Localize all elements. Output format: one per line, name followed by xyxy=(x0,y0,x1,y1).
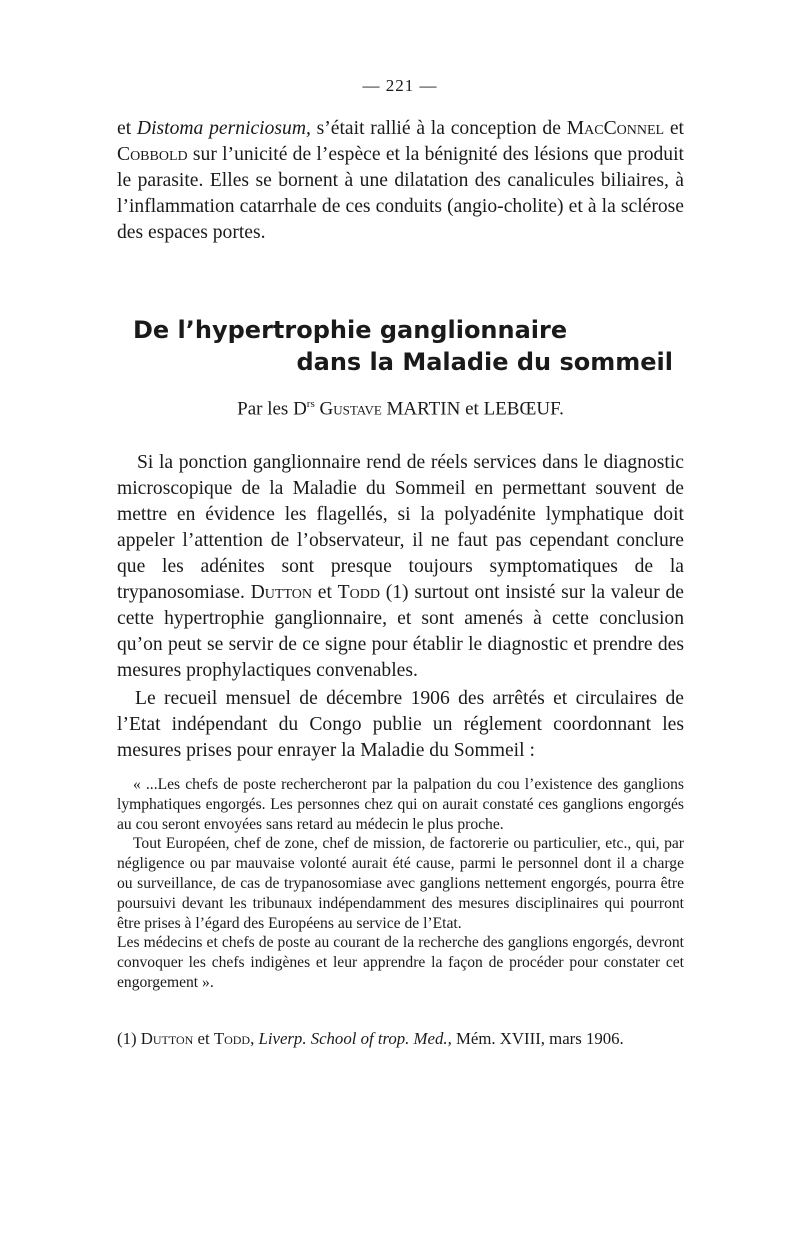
footnote xyxy=(117,1028,684,1050)
author-name: MacConnel xyxy=(566,118,665,139)
intro-paragraph xyxy=(117,116,684,246)
article-title-line1: De l’hypertrophie ganglionnaire xyxy=(133,316,568,344)
paragraph-text: et xyxy=(311,582,338,603)
author-lastname: MARTIN xyxy=(386,398,461,420)
quote-paragraph-1: « ...Les chefs de poste rechercheront par la palpation du cou l’existence des ganglions lymphatiques engorgés. Les personnes chez qui on aurait constaté ces ganglions engorgés au cou seront envoyées sans retard au médecin le plus proche. xyxy=(117,776,684,833)
article-authors xyxy=(117,398,684,420)
page-number: — 221 — xyxy=(362,76,438,95)
author-lastname: LEBŒUF. xyxy=(483,398,564,420)
author-name: Todd, xyxy=(213,1029,255,1048)
footnote-marker: (1) xyxy=(117,1029,141,1048)
footnote-text: Mém. XVIII, mars 1906. xyxy=(451,1029,624,1048)
intro-text: et xyxy=(664,118,684,139)
body-paragraph-2: Le recueil mensuel de décembre 1906 des arrêtés et circulaires de l’Etat indépendant du Congo publie un réglement coordonnant les mesures prises pour enrayer la Maladie du Sommeil : xyxy=(117,688,684,761)
regulation-quote xyxy=(117,775,684,993)
paragraph-text: Si la ponction ganglionnaire rend de réels services dans le diagnostic microscopique de la Maladie du Sommeil en permettant souvent de mettre en évidence les flagellés, si la polyadénite lymphatique doit appeler l’attention de l’observateur, il ne faut pas cependant conclure que les adénites sont presque toujours symptomatiques de la trypanosomiase. xyxy=(117,452,684,603)
author-firstname: Gustave xyxy=(314,398,387,420)
author-name: Todd xyxy=(337,582,380,603)
journal-name: Liverp. School of trop. Med., xyxy=(258,1029,452,1048)
author-name: Dutton xyxy=(140,1029,194,1048)
paragraph-text: (1) surtout ont insisté sur la valeur de cette hypertrophie ganglionnaire, et sont amenés à cette conclusion qu’on peut se servir de ce signe pour établir le diagnostic et prendre des mesures prophylactiques convenables. xyxy=(117,582,684,681)
quote-paragraph-2: Tout Européen, chef de zone, chef de mission, de factorerie ou particulier, etc., qui, par négligence ou par mauvaise volonté aurait été cause, parmi le personnel dont il a charge ou surveillance, de cas de trypanosomiase avec ganglions nettement engorgés, pourra être poursuivi devant les tribunaux indépendamment des mesures disciplinaires qui pourront être prises à l’égard des Européens au service de l’Etat. xyxy=(117,835,684,932)
intro-text: s’était rallié à la conception de xyxy=(310,118,567,139)
authors-prefix: Par les D xyxy=(237,398,307,420)
author-name: Dutton xyxy=(250,582,312,603)
footnote-text: et xyxy=(193,1029,214,1048)
body-paragraph-1 xyxy=(117,450,684,684)
authors-sup: rs xyxy=(306,398,315,410)
author-name: Cobbold xyxy=(117,144,188,165)
quote-paragraph-3: Les médecins et chefs de poste au courant de la recherche des ganglions engorgés, devront convoquer les chefs indigènes et leur apprendre la façon de procéder pour constater cet engorgement ». xyxy=(117,934,684,991)
authors-and: et xyxy=(460,398,484,420)
intro-text: sur l’unicité de l’espèce et la bénignité des lésions que produit le parasite. Elles se bornent à une dilatation des canalicules biliaires, à l’inflammation catarrhale de ces conduits (angio-cholite) et à la sclérose des espaces portes. xyxy=(117,144,684,243)
article-title xyxy=(133,314,673,378)
intro-text: et xyxy=(117,118,137,139)
species-name: Distoma perniciosum, xyxy=(136,118,311,139)
article-title-line2: dans la Maladie du sommeil xyxy=(296,348,673,376)
